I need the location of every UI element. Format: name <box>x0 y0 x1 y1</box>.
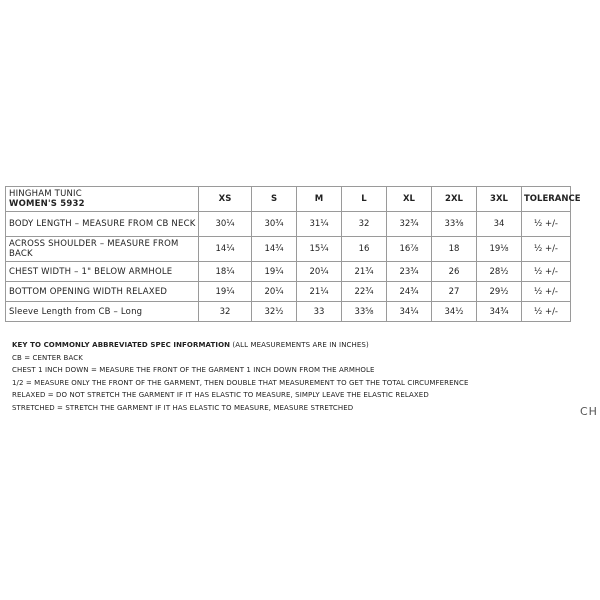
measurement-value: 29½ <box>477 282 522 302</box>
measurement-value: 19⅛ <box>477 237 522 262</box>
measurement-value: 33⅜ <box>432 212 477 237</box>
measurement-label: BOTTOM OPENING WIDTH RELAXED <box>6 282 199 302</box>
key-line: RELAXED = DO NOT STRETCH THE GARMENT IF IT HAS ELASTIC TO MEASURE, SIMPLY LEAVE THE ELASTIC RELAXED <box>12 391 429 399</box>
measurement-value: 21¾ <box>342 262 387 282</box>
table-header-row <box>6 187 571 212</box>
measurement-value: 33⅝ <box>342 302 387 322</box>
table-row <box>6 282 571 302</box>
tolerance-value: ½ +/- <box>522 262 571 282</box>
size-header-s: S <box>252 187 297 212</box>
key-title-note: (ALL MEASUREMENTS ARE IN INCHES) <box>230 341 369 349</box>
measurement-value: 27 <box>432 282 477 302</box>
measurement-value: 28½ <box>477 262 522 282</box>
table-row <box>6 262 571 282</box>
measurement-label: CHEST WIDTH – 1" BELOW ARMHOLE <box>6 262 199 282</box>
size-header-xs: XS <box>199 187 252 212</box>
measurement-value: 32½ <box>252 302 297 322</box>
measurement-value: 19¼ <box>199 282 252 302</box>
abbreviation-key <box>12 339 468 414</box>
key-line: CB = CENTER BACK <box>12 353 83 362</box>
style-number: WOMEN'S 5932 <box>9 199 85 209</box>
key-title <box>12 339 468 352</box>
product-name-cell <box>6 187 199 212</box>
key-line: 1/2 = MEASURE ONLY THE FRONT OF THE GARMENT, THEN DOUBLE THAT MEASUREMENT TO GET THE TOTAL CIRCUMFERENCE <box>12 378 469 387</box>
size-header-xl: XL <box>387 187 432 212</box>
size-header-3xl: 3XL <box>477 187 522 212</box>
size-header-l: L <box>342 187 387 212</box>
measurement-value: 32 <box>199 302 252 322</box>
key-line: CHEST 1 INCH DOWN = MEASURE THE FRONT OF THE GARMENT 1 INCH DOWN FROM THE ARMHOLE <box>12 366 375 374</box>
size-spec-table <box>5 186 581 322</box>
measurement-value: 32¾ <box>387 212 432 237</box>
key-line: STRETCHED = STRETCH THE GARMENT IF IT HAS ELASTIC TO MEASURE, MEASURE STRETCHED <box>12 403 354 412</box>
measurement-value: 32 <box>342 212 387 237</box>
measurement-value: 30¾ <box>252 212 297 237</box>
measurement-value: 24¾ <box>387 282 432 302</box>
tolerance-value: ½ +/- <box>522 302 571 322</box>
measurement-value: 34¼ <box>387 302 432 322</box>
measurement-value: 16⅞ <box>387 237 432 262</box>
tolerance-value: ½ +/- <box>522 212 571 237</box>
tolerance-header: TOLERANCE <box>522 187 571 212</box>
measurement-label: Sleeve Length from CB – Long <box>6 302 199 322</box>
measurement-value: 22¾ <box>342 282 387 302</box>
measurement-value: 18 <box>432 237 477 262</box>
tolerance-value: ½ +/- <box>522 237 571 262</box>
tolerance-value: ½ +/- <box>522 282 571 302</box>
measurement-value: 21¼ <box>297 282 342 302</box>
measurement-value: 14¾ <box>252 237 297 262</box>
measurement-value: 19¼ <box>252 262 297 282</box>
measurement-value: 33 <box>297 302 342 322</box>
product-name: HINGHAM TUNIC <box>9 189 82 199</box>
size-header-2xl: 2XL <box>432 187 477 212</box>
table-row <box>6 212 571 237</box>
measurement-value: 16 <box>342 237 387 262</box>
table-row <box>6 302 571 322</box>
measurement-value: 34¾ <box>477 302 522 322</box>
size-header-m: M <box>297 187 342 212</box>
measurement-value: 14¼ <box>199 237 252 262</box>
measurement-label: ACROSS SHOULDER – MEASURE FROM BACK <box>6 237 199 262</box>
key-title-bold: KEY TO COMMONLY ABBREVIATED SPEC INFORMATION <box>12 341 231 349</box>
cropped-side-text: CH <box>580 405 598 418</box>
measurement-value: 34 <box>477 212 522 237</box>
measurement-value: 31¼ <box>297 212 342 237</box>
measurement-value: 20¼ <box>252 282 297 302</box>
measurement-value: 20¼ <box>297 262 342 282</box>
measurement-value: 15¼ <box>297 237 342 262</box>
measurement-value: 26 <box>432 262 477 282</box>
measurement-value: 34½ <box>432 302 477 322</box>
measurement-value: 18¼ <box>199 262 252 282</box>
measurement-label: BODY LENGTH – MEASURE FROM CB NECK <box>6 212 199 237</box>
measurement-value: 30¼ <box>199 212 252 237</box>
table-row <box>6 237 571 262</box>
measurement-value: 23¾ <box>387 262 432 282</box>
